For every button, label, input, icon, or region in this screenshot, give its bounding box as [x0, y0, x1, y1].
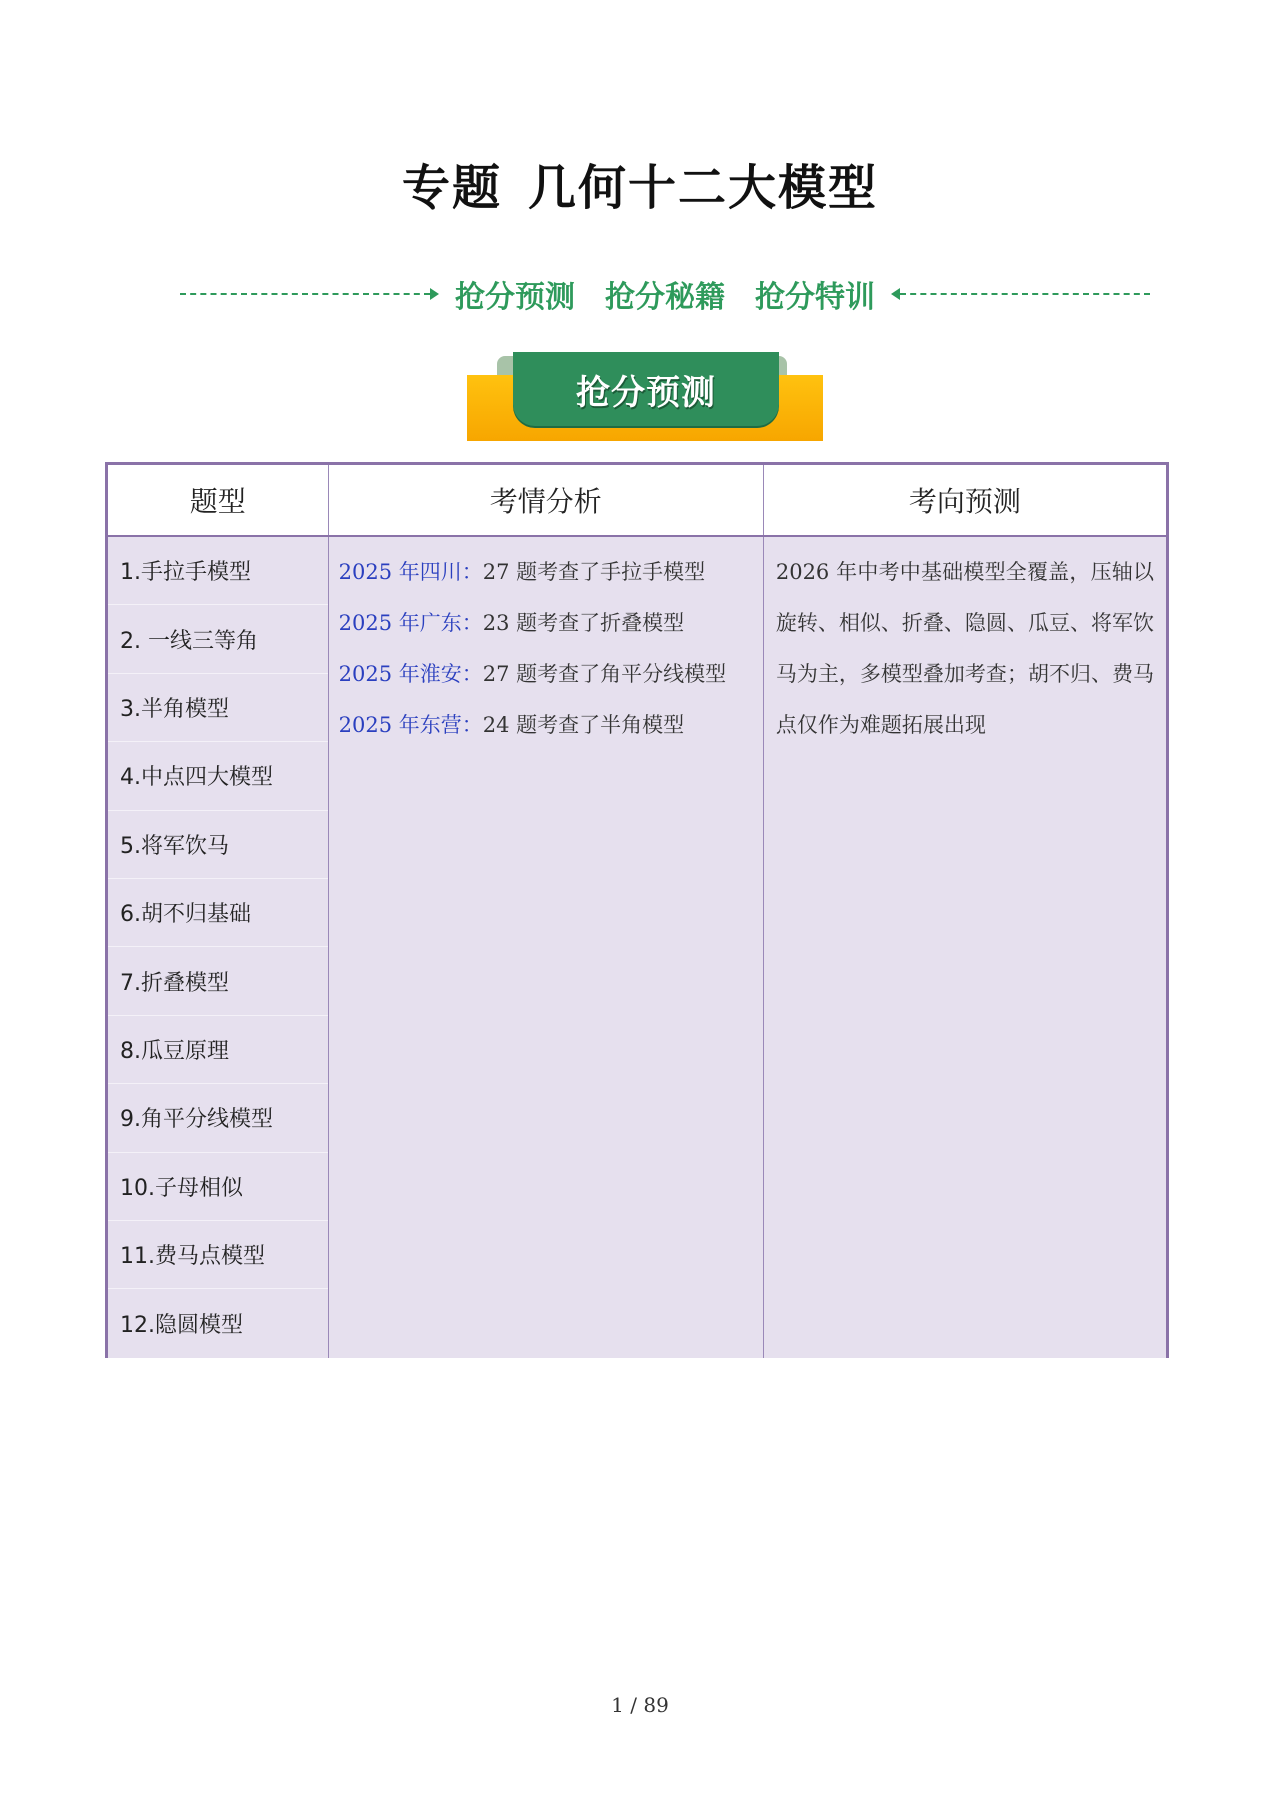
title-part-1: 专题 [401, 160, 502, 216]
section-badge [467, 350, 823, 442]
arrow-left-icon [891, 288, 900, 300]
analysis-value: 23 题考查了折叠模型 [482, 611, 685, 635]
list-item: 11.费马点模型 [108, 1221, 328, 1289]
banner-dash-left [180, 293, 430, 295]
prediction-table [105, 462, 1169, 1358]
header-question-type: 题型 [107, 464, 329, 537]
analysis-line [339, 598, 753, 649]
list-item: 7.折叠模型 [108, 947, 328, 1015]
analysis-value: 24 题考查了半角模型 [482, 713, 685, 737]
types-cell [107, 536, 329, 1358]
analysis-line [339, 649, 753, 700]
analysis-key: 2025 年广东： [338, 611, 483, 635]
badge-label: 抢分预测 [576, 372, 716, 413]
section-banner [180, 272, 1150, 316]
banner-item-secrets: 抢分秘籍 [605, 280, 725, 315]
title-part-2: 几何十二大模型 [528, 160, 879, 216]
page-title [0, 158, 1280, 218]
analysis-line [339, 547, 753, 598]
list-item: 6.胡不归基础 [108, 879, 328, 947]
header-forecast: 考向预测 [763, 464, 1167, 537]
analysis-key: 2025 年东营： [338, 713, 483, 737]
list-item: 8.瓜豆原理 [108, 1016, 328, 1084]
banner-item-training: 抢分特训 [755, 280, 875, 315]
badge-green-tab [513, 352, 779, 426]
analysis-cell [328, 536, 763, 1358]
analysis-value: 27 题考查了角平分线模型 [482, 662, 727, 686]
list-item: 3.半角模型 [108, 674, 328, 742]
list-item: 9.角平分线模型 [108, 1084, 328, 1152]
list-item: 4.中点四大模型 [108, 742, 328, 810]
analysis-key: 2025 年淮安： [338, 662, 483, 686]
list-item: 5.将军饮马 [108, 811, 328, 879]
forecast-cell [763, 536, 1167, 1358]
list-item: 10.子母相似 [108, 1153, 328, 1221]
list-item: 2. 一线三等角 [108, 605, 328, 673]
list-item: 1.手拉手模型 [108, 537, 328, 605]
page-number: 1 / 89 [611, 1693, 669, 1717]
analysis-key: 2025 年四川： [338, 560, 483, 584]
banner-item-predict: 抢分预测 [455, 280, 575, 315]
banner-dash-right [900, 293, 1150, 295]
forecast-text: 2026 年中考中基础模型全覆盖，压轴以旋转、相似、折叠、隐圆、瓜豆、将军饮马为主，多模型叠加考查；胡不归、费马点仅作为难题拓展出现 [775, 560, 1154, 737]
arrow-right-icon [430, 288, 439, 300]
list-item: 12.隐圆模型 [120, 1312, 243, 1338]
header-exam-analysis: 考情分析 [328, 464, 763, 537]
analysis-line [339, 700, 753, 751]
analysis-value: 27 题考查了手拉手模型 [482, 560, 706, 584]
